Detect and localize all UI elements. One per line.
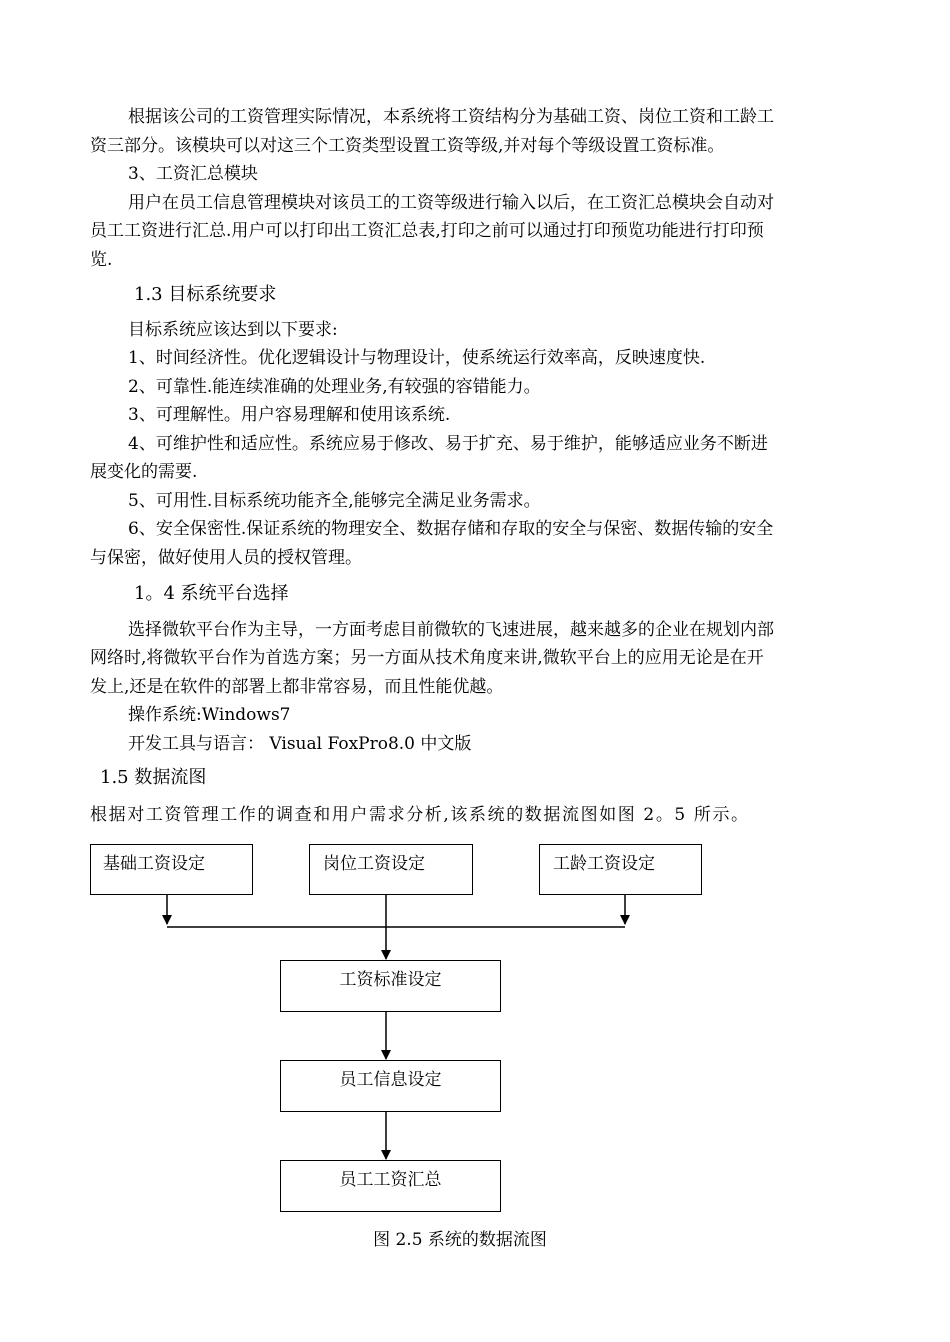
paragraph-line: 网络时,将微软平台作为首选方案；另一方面从技术角度来讲,微软平台上的应用无论是在开	[90, 648, 764, 668]
seniority-salary-box	[539, 844, 702, 895]
box-label: 工资标准设定	[339, 970, 442, 990]
paragraph-line: 览.	[90, 250, 113, 270]
paragraph-line: 根据对工资管理工作的调查和用户需求分析,该系统的数据流图如图 2。5 所示。	[90, 805, 750, 825]
box-label: 员工工资汇总	[339, 1170, 442, 1190]
paragraph-line: 1、时间经济性。优化逻辑设计与物理设计，使系统运行效率高，反映速度快.	[128, 348, 706, 368]
box-label: 岗位工资设定	[323, 854, 425, 874]
base-salary-box	[90, 844, 253, 895]
box-label: 员工信息设定	[339, 1070, 442, 1090]
salary-summary-box	[280, 1160, 501, 1212]
position-salary-box	[309, 844, 473, 895]
paragraph-line: 员工工资进行汇总.用户可以打印出工资汇总表,打印之前可以通过打印预览功能进行打印预	[90, 221, 764, 241]
figure-caption: 图 2.5 系统的数据流图	[373, 1230, 547, 1250]
paragraph-line: 用户在员工信息管理模块对该员工的工资等级进行输入以后，在工资汇总模块会自动对	[128, 193, 774, 213]
paragraph-line: 发上,还是在软件的部署上都非常容易，而且性能优越。	[90, 677, 504, 697]
paragraph-line: 3、工资汇总模块	[128, 164, 258, 184]
paragraph-line: 开发工具与语言： Visual FoxPro8.0 中文版	[128, 734, 472, 754]
salary-standard-box	[280, 960, 501, 1012]
paragraph-line: 选择微软平台作为主导，一方面考虑目前微软的飞速进展，越来越多的企业在规划内部	[128, 620, 774, 640]
paragraph-line: 2、可靠性.能连续准确的处理业务,有较强的容错能力。	[128, 377, 541, 397]
paragraph-line: 展变化的需要.	[90, 462, 198, 482]
paragraph-line: 5、可用性.目标系统功能齐全,能够完全满足业务需求。	[128, 491, 541, 511]
box-label: 工龄工资设定	[553, 854, 655, 874]
paragraph-line: 与保密，做好使用人员的授权管理。	[90, 548, 362, 568]
paragraph-line: 操作系统:Windows7	[128, 705, 291, 725]
paragraph-line: 3、可理解性。用户容易理解和使用该系统.	[128, 405, 451, 425]
section-heading: 1.3 目标系统要求	[134, 284, 277, 305]
paragraph-line: 根据该公司的工资管理实际情况，本系统将工资结构分为基础工资、岗位工资和工龄工	[128, 107, 774, 127]
employee-info-box	[280, 1060, 501, 1112]
paragraph-line: 4、可维护性和适应性。系统应易于修改、易于扩充、易于维护，能够适应业务不断进	[128, 434, 768, 454]
paragraph-line: 资三部分。该模块可以对这三个工资类型设置工资等级,并对每个等级设置工资标准。	[90, 136, 725, 156]
paragraph-line: 目标系统应该达到以下要求:	[128, 320, 338, 340]
paragraph-line: 6、安全保密性.保证系统的物理安全、数据存储和存取的安全与保密、数据传输的安全	[128, 519, 774, 539]
box-label: 基础工资设定	[103, 854, 205, 874]
section-heading: 1。4 系统平台选择	[134, 583, 289, 604]
section-heading: 1.5 数据流图	[100, 767, 207, 788]
